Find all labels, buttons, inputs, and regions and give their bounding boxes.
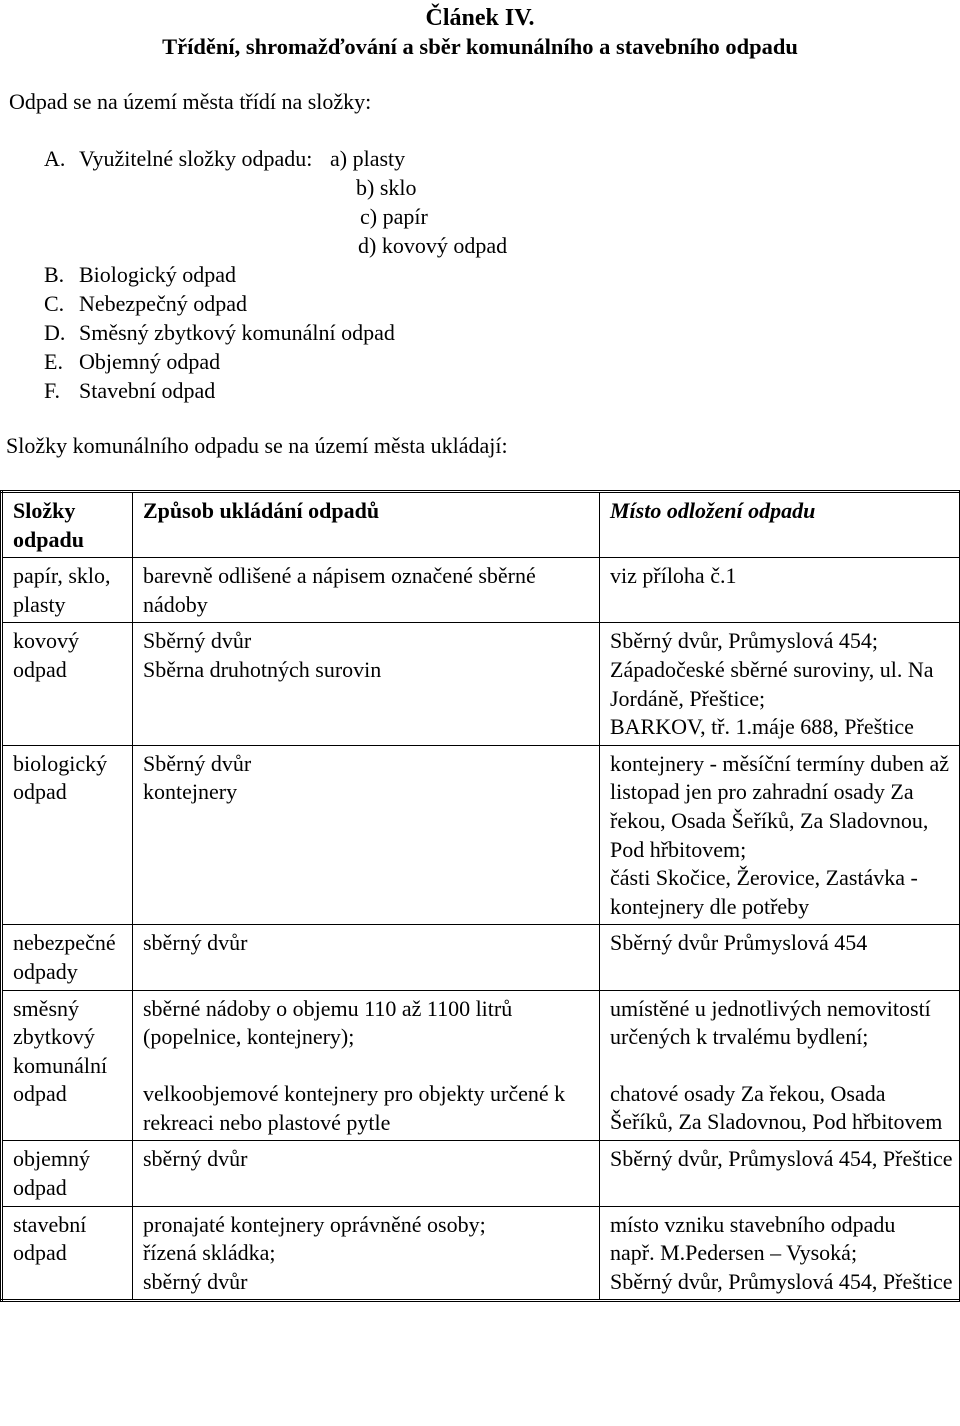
row-location	[600, 745, 960, 925]
header-location: Místo odložení odpadu	[600, 492, 960, 558]
method-line: Sběrný dvůr	[143, 628, 252, 654]
location-line: Sběrný dvůr, Průmyslová 454, Přeštice	[610, 1146, 953, 1172]
spacer	[610, 1052, 953, 1080]
row-location	[600, 925, 960, 990]
spacer	[143, 1052, 593, 1081]
method-line: Sběrna druhotných surovin	[143, 656, 382, 682]
method-line: Sběrný dvůr	[143, 750, 252, 776]
category-label: Objemný odpad	[79, 349, 221, 374]
row-method	[133, 558, 600, 623]
table-row	[2, 1141, 960, 1206]
row-method	[133, 925, 600, 990]
table-row	[2, 745, 960, 925]
row-method	[133, 1206, 600, 1301]
location-line: části Skočice, Žerovice, Zastávka - kontejnery dle potřeby	[610, 865, 918, 919]
usable-subitem-glass: b) sklo	[356, 175, 417, 200]
location-line: Sběrný dvůr, Průmyslová 454;	[610, 628, 878, 654]
row-method	[133, 745, 600, 925]
row-method	[133, 623, 600, 745]
article-number: Článek IV.	[425, 5, 535, 31]
category-item-b	[44, 261, 236, 290]
location-line: umístěné u jednotlivých nemovitostí určených k trvalému bydlení;	[610, 995, 931, 1050]
category-item-a	[44, 145, 312, 174]
location-line: BARKOV, tř. 1.máje 688, Přeštice	[610, 714, 914, 740]
row-location	[600, 990, 960, 1141]
category-letter: D.	[44, 320, 66, 345]
table-row	[2, 990, 960, 1141]
article-title: Třídění, shromažďování a sběr komunálního a stavebního odpadu	[162, 34, 798, 59]
row-component: směsný zbytkový komunální odpad	[2, 990, 133, 1141]
usable-subitem-plastics: a) plasty	[330, 146, 406, 171]
method-line: barevně odlišené a nápisem označené sběrné nádoby	[143, 563, 536, 617]
header-method: Způsob ukládání odpadů	[133, 492, 600, 558]
row-location	[600, 558, 960, 623]
location-line: chatové osady Za řekou, Osada Šeříků, Za Sladovnou, Pod hřbitovem	[610, 1080, 943, 1135]
category-item-f	[44, 377, 215, 406]
table-header-row	[2, 492, 960, 558]
category-letter: B.	[44, 262, 65, 287]
row-component: kovový odpad	[2, 623, 133, 745]
category-label: Nebezpečný odpad	[79, 291, 247, 316]
row-method	[133, 1141, 600, 1206]
method-line: sběrný dvůr	[143, 1268, 248, 1294]
method-line: sběrný dvůr	[143, 930, 248, 956]
location-line: Západočeské sběrné suroviny, ul. Na Jordáně, Přeštice;	[610, 656, 934, 711]
row-location	[600, 623, 960, 745]
table-row	[2, 623, 960, 745]
location-line: Sběrný dvůr, Průmyslová 454, Přeštice	[610, 1268, 953, 1294]
location-line: místo vzniku stavebního odpadu	[610, 1211, 896, 1237]
category-label: Stavební odpad	[79, 378, 216, 403]
method-line: pronajaté kontejnery oprávněné osoby;	[143, 1211, 486, 1237]
location-line: kontejnery - měsíční termíny duben až listopad jen pro zahradní osady Za řekou, Osada Šeříků, Za Sladovnou, Pod hřbitovem;	[610, 750, 950, 862]
location-line: Sběrný dvůr Průmyslová 454	[610, 930, 868, 956]
row-method	[133, 990, 600, 1141]
category-item-d	[44, 319, 395, 348]
row-component: biologický odpad	[2, 745, 133, 925]
method-line: velkoobjemové kontejnery pro objekty určené k rekreaci nebo plastové pytle	[143, 1081, 566, 1135]
category-label: Využitelné složky odpadu:	[79, 146, 313, 171]
method-line: řízená skládka;	[143, 1240, 276, 1266]
row-component: papír, sklo, plasty	[2, 558, 133, 623]
method-line: kontejnery	[143, 779, 238, 805]
row-component: nebezpečné odpady	[2, 925, 133, 990]
category-label: Biologický odpad	[79, 262, 237, 287]
table-row	[2, 1206, 960, 1301]
category-letter: E.	[44, 349, 63, 374]
usable-subitem-paper: c) papír	[360, 204, 428, 229]
category-item-c	[44, 290, 247, 319]
row-location	[600, 1141, 960, 1206]
method-line: sběrné nádoby o objemu 110 až 1100 litrů (popelnice, kontejnery);	[143, 995, 513, 1050]
category-letter: C.	[44, 291, 65, 316]
header-components: Složky odpadu	[2, 492, 133, 558]
category-label: Směsný zbytkový komunální odpad	[79, 320, 395, 345]
row-component: objemný odpad	[2, 1141, 133, 1206]
table-row	[2, 558, 960, 623]
category-item-e	[44, 348, 220, 377]
row-location	[600, 1206, 960, 1301]
intro-text: Odpad se na území města třídí na složky:	[9, 89, 372, 114]
category-letter: A.	[44, 146, 66, 171]
storage-intro-text: Složky komunálního odpadu se na území města ukládají:	[6, 433, 508, 458]
method-line: sběrný dvůr	[143, 1146, 248, 1172]
row-component: stavební odpad	[2, 1206, 133, 1301]
category-letter: F.	[44, 378, 60, 403]
location-line: např. M.Pedersen – Vysoká;	[610, 1240, 858, 1266]
location-line: viz příloha č.1	[610, 563, 737, 589]
usable-subitem-metal: d) kovový odpad	[358, 233, 508, 258]
waste-storage-table	[0, 490, 960, 1302]
table-row	[2, 925, 960, 990]
